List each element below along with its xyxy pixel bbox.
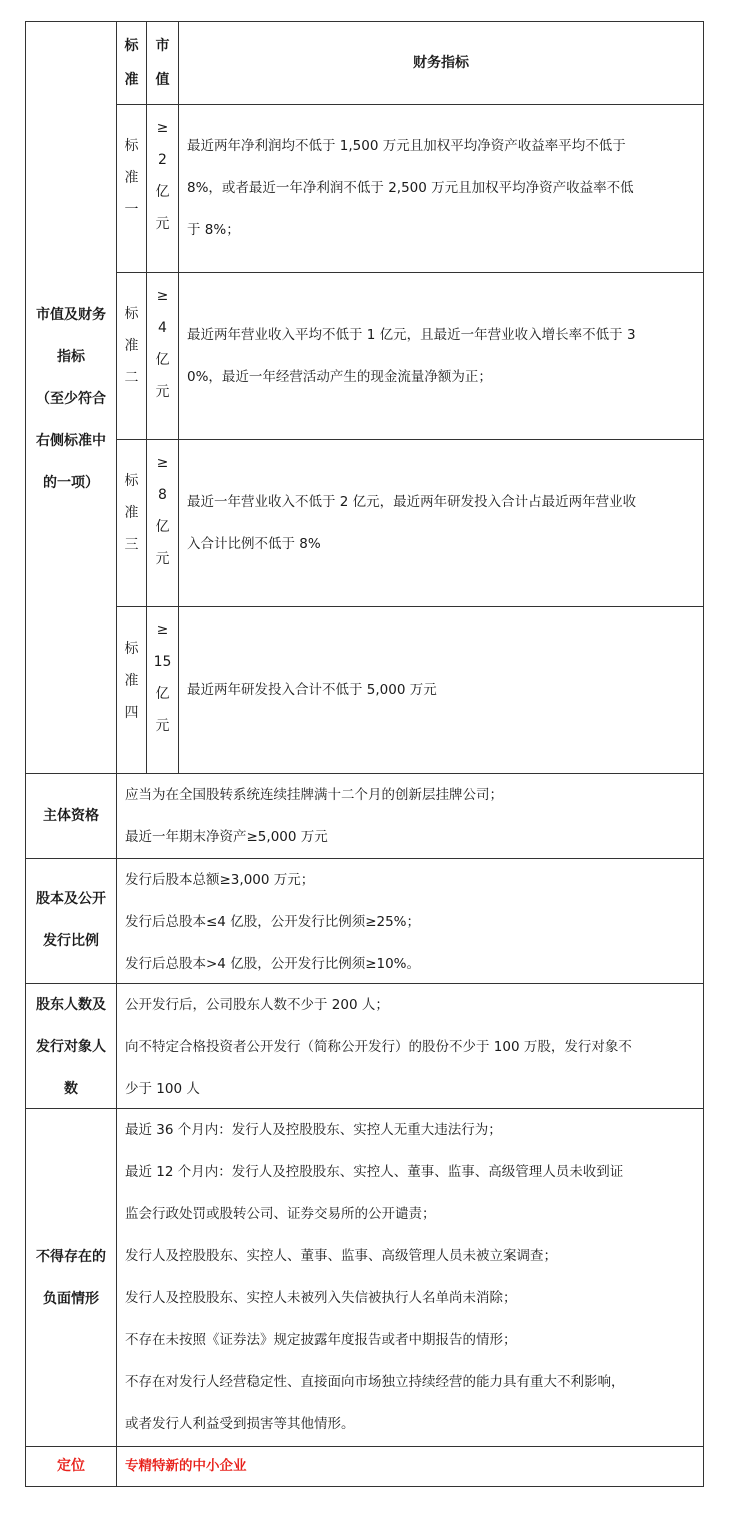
standard-char: 标	[124, 641, 139, 657]
text-line: 少于 100 人	[125, 1081, 200, 1097]
cap-char: ≥	[156, 288, 169, 304]
standard-1-label	[117, 130, 146, 226]
text-line: 0%，最近一年经营活动产生的现金流量净额为正；	[187, 369, 492, 385]
text-line: 不存在对发行人经营稳定性、直接面向市场独立持续经营的能力具有重大不利影响，	[125, 1374, 625, 1390]
cap-char: 元	[155, 718, 170, 734]
standard-2-label	[117, 298, 146, 394]
label-line: 负面情形	[43, 1291, 99, 1307]
standard-4-financial	[179, 669, 703, 711]
text-line: 专精特新的中小企业	[125, 1458, 247, 1474]
standard-char: 三	[124, 537, 139, 553]
cap-char: 亿	[155, 686, 170, 702]
text-line: 发行后总股本>4 亿股，公开发行比例须≥10%。	[125, 956, 421, 972]
cap-char: 亿	[155, 352, 170, 368]
header-char: 准	[124, 72, 139, 88]
row-divider	[116, 104, 704, 105]
text-line: 公开发行后，公司股东人数不少于 200 人；	[125, 997, 389, 1013]
text-line: 最近一年营业收入不低于 2 亿元，最近两年研发投入合计占最近两年营业收	[187, 494, 637, 510]
label-line: 数	[64, 1081, 78, 1097]
standard-3-label	[117, 465, 146, 561]
header-market-cap	[147, 29, 178, 97]
positioning-content	[117, 1446, 703, 1486]
standard-4-market-cap	[147, 614, 178, 742]
table-border-bottom	[25, 1486, 704, 1487]
share-capital-label	[26, 878, 116, 962]
cap-char: 2	[158, 152, 167, 168]
cap-char: ≥	[156, 455, 169, 471]
header-char: 值	[155, 72, 170, 88]
label-line: 的一项）	[43, 475, 99, 491]
label-line: 股本及公开	[36, 891, 106, 907]
text-line: 于 8%；	[187, 222, 240, 238]
text-line: 发行后总股本≤4 亿股，公开发行比例须≥25%；	[125, 914, 421, 930]
standard-char: 准	[124, 170, 139, 186]
positioning-label	[26, 1446, 116, 1486]
table-border-top	[25, 21, 704, 22]
text-line: 最近 12 个月内：发行人及控股股东、实控人、董事、监事、高级管理人员未收到证	[125, 1164, 624, 1180]
text-line: 发行后股本总额≥3,000 万元；	[125, 872, 315, 888]
standard-3-financial	[179, 481, 703, 565]
cap-char: 4	[158, 320, 167, 336]
cap-char: 8	[158, 487, 167, 503]
text-line: 8%，或者最近一年净利润不低于 2,500 万元且加权平均净资产收益率不低	[187, 180, 634, 196]
text-line: 最近一年期末净资产≥5,000 万元	[125, 829, 328, 845]
standard-char: 标	[124, 306, 139, 322]
label-line: 定位	[57, 1458, 85, 1474]
text-line: 最近两年研发投入合计不低于 5,000 万元	[187, 682, 437, 698]
standard-char: 标	[124, 138, 139, 154]
header-char: 市	[155, 38, 170, 54]
label-line: 指标	[57, 349, 85, 365]
text-line: 最近两年营业收入平均不低于 1 亿元，且最近一年营业收入增长率不低于 3	[187, 327, 636, 343]
standard-char: 标	[124, 473, 139, 489]
label-line: 发行对象人	[36, 1039, 106, 1055]
negative-situations-label	[26, 1236, 116, 1320]
text-line: 最近 36 个月内：发行人及控股股东、实控人无重大违法行为；	[125, 1122, 502, 1138]
standard-1-financial	[179, 125, 703, 251]
header-char: 标	[124, 38, 139, 54]
standard-2-market-cap	[147, 280, 178, 408]
eligibility-content	[117, 774, 703, 858]
text-line: 向不特定合格投资者公开发行（简称公开发行）的股份不少于 100 万股，发行对象不	[125, 1039, 632, 1055]
cap-char: 元	[155, 216, 170, 232]
standard-char: 准	[124, 673, 139, 689]
standard-char: 四	[124, 705, 139, 721]
standard-char: 准	[124, 338, 139, 354]
row-divider	[116, 606, 704, 607]
header-financial: 财务指标	[413, 55, 469, 71]
cap-char: ≥	[156, 622, 169, 638]
cap-char: 亿	[155, 519, 170, 535]
label-line: 股东人数及	[36, 997, 106, 1013]
label-line: 不得存在的	[36, 1249, 106, 1265]
text-line: 应当为在全国股转系统连续挂牌满十二个月的创新层挂牌公司；	[125, 787, 503, 803]
cap-char: 元	[155, 551, 170, 567]
label-line: 主体资格	[43, 808, 99, 824]
negative-situations-content	[117, 1109, 703, 1445]
text-line: 不存在未按照《证券法》规定披露年度报告或者中期报告的情形；	[125, 1332, 517, 1348]
standard-char: 准	[124, 505, 139, 521]
standard-4-label	[117, 633, 146, 729]
cap-char: 元	[155, 384, 170, 400]
cap-char: 15	[153, 654, 172, 670]
text-line: 发行人及控股股东、实控人未被列入失信被执行人名单尚未消除；	[125, 1290, 517, 1306]
standard-2-financial	[179, 314, 703, 398]
cap-char: ≥	[156, 120, 169, 136]
label-line: （至少符合	[36, 391, 106, 407]
label-line: 发行比例	[43, 933, 99, 949]
text-line: 或者发行人利益受到损害等其他情形。	[125, 1416, 355, 1432]
standard-1-market-cap	[147, 112, 178, 240]
row-divider	[116, 439, 704, 440]
text-line: 最近两年净利润均不低于 1,500 万元且加权平均净资产收益率平均不低于	[187, 138, 626, 154]
share-capital-content	[117, 859, 703, 985]
table-border-right	[703, 21, 704, 1487]
label-line: 右侧标准中	[36, 433, 106, 449]
shareholders-content	[117, 984, 703, 1110]
market-cap-section-label	[26, 294, 116, 504]
standard-char: 二	[124, 370, 139, 386]
label-line: 市值及财务	[36, 307, 106, 323]
text-line: 入合计比例不低于 8%	[187, 536, 321, 552]
eligibility-label	[26, 795, 116, 837]
header-standard	[117, 29, 146, 97]
standard-char: 一	[124, 202, 139, 218]
standard-3-market-cap	[147, 447, 178, 575]
text-line: 发行人及控股股东、实控人、董事、监事、高级管理人员未被立案调查；	[125, 1248, 557, 1264]
shareholders-label	[26, 984, 116, 1110]
cap-char: 亿	[155, 184, 170, 200]
text-line: 监会行政处罚或股转公司、证券交易所的公开谴责；	[125, 1206, 436, 1222]
row-divider	[116, 272, 704, 273]
